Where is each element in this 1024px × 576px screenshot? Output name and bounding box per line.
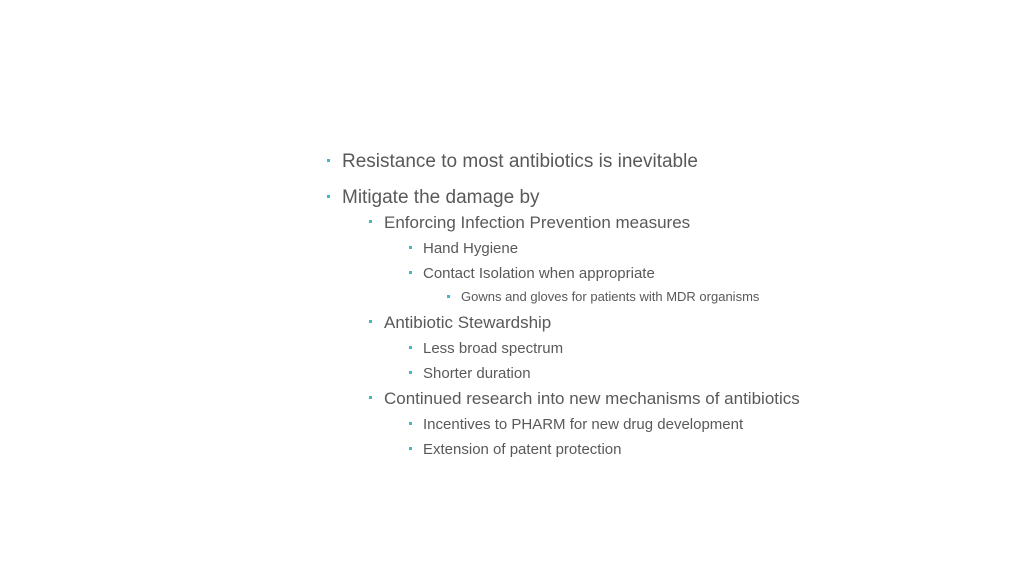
bullet-dot-icon: [409, 271, 412, 274]
bullet-item: Gowns and gloves for patients with MDR organisms: [461, 289, 760, 304]
bullet-dot-icon: [409, 422, 412, 425]
bullet-dot-icon: [369, 220, 372, 223]
bullet-item: Extension of patent protection: [423, 441, 622, 458]
bullet-dot-icon: [409, 346, 412, 349]
bullet-item: Antibiotic Stewardship: [384, 313, 552, 332]
bullet-item: Contact Isolation when appropriate: [423, 265, 655, 282]
bullet-dot-icon: [447, 295, 450, 298]
bullet-item: Incentives to PHARM for new drug development: [423, 416, 744, 433]
bullet-dot-icon: [409, 371, 412, 374]
bullet-item: Resistance to most antibiotics is inevitable: [342, 151, 698, 172]
bullet-dot-icon: [369, 396, 372, 399]
bullet-item: Mitigate the damage by: [342, 187, 540, 208]
bullet-dot-icon: [327, 159, 330, 162]
bullet-dot-icon: [409, 447, 412, 450]
bullet-dot-icon: [327, 195, 330, 198]
bullet-item: Enforcing Infection Prevention measures: [384, 213, 691, 232]
bullet-item: Shorter duration: [423, 365, 531, 382]
bullet-item: Hand Hygiene: [423, 240, 519, 257]
bullet-item: Less broad spectrum: [423, 340, 564, 357]
bullet-dot-icon: [409, 246, 412, 249]
bullet-dot-icon: [369, 320, 372, 323]
bullet-item: Continued research into new mechanisms of antibiotics: [384, 389, 800, 408]
